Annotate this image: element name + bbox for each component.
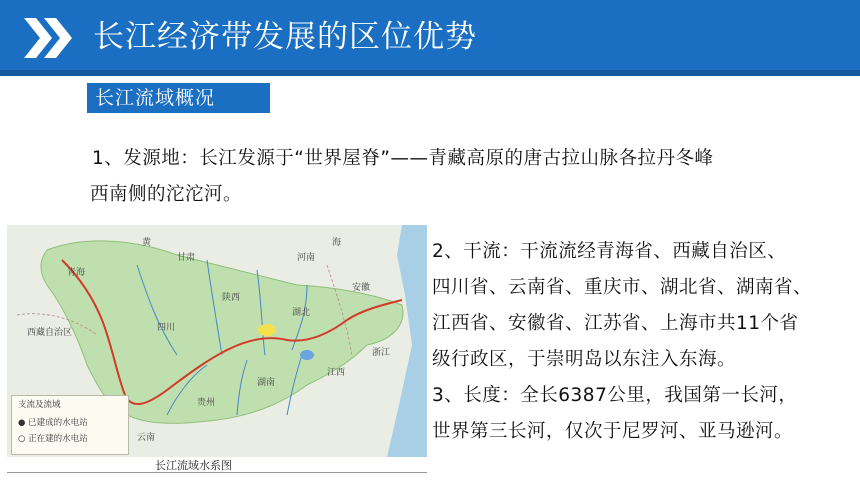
map-label-jiangxi: 江西: [327, 368, 346, 378]
title-divider: [0, 70, 860, 76]
section-label: 长江流域概况: [87, 83, 270, 113]
facts-line-1: 2、干流：干流流经青海省、西藏自治区、: [432, 241, 787, 262]
legend-built: ● 已建成的水电站: [18, 418, 88, 428]
map-label-gansu: 甘肃: [177, 253, 196, 263]
facts-line-2: 四川省、云南省、重庆市、湖北省、湖南省、: [432, 277, 813, 298]
source-line-2: 西南侧的沱沱河。: [90, 184, 243, 205]
map-legend: [11, 395, 129, 455]
map-label-henan: 河南: [297, 253, 316, 263]
source-paragraph: [90, 141, 840, 213]
yangtze-basin-map: [7, 225, 427, 457]
map-label-hubei: 湖北: [292, 308, 311, 318]
map-label-yellow: 黄: [142, 238, 152, 248]
double-chevron-icon: [22, 16, 76, 60]
legend-built-label: 已建成的水电站: [28, 418, 88, 428]
map-caption: 长江流域水系图: [155, 459, 232, 472]
map-label-sichuan: 四川: [157, 323, 176, 333]
map-label-zhejiang: 浙江: [372, 348, 391, 358]
title-bar: [0, 0, 860, 76]
map-label-sea: 海: [332, 238, 342, 248]
map-label-guizhou: 贵州: [197, 398, 216, 408]
facts-line-3: 江西省、安徽省、江苏省、上海市共11个省: [432, 313, 799, 334]
facts-line-5: 3、长度：全长6387公里，我国第一长河，: [432, 385, 798, 406]
source-line-1: 1、发源地：长江发源于“世界屋脊”——青藏高原的唐古拉山脉各拉丹冬峰: [92, 148, 714, 169]
map-label-shaanxi: 陕西: [222, 293, 241, 303]
map-label-tibet: 西藏自治区: [27, 328, 73, 338]
legend-building: ○ 正在建的水电站: [18, 434, 88, 444]
legend-building-label: 正在建的水电站: [28, 434, 88, 444]
map-label-anhui: 安徽: [352, 283, 371, 293]
caption-divider: [7, 472, 427, 473]
facts-line-4: 级行政区，于崇明岛以东注入东海。: [432, 349, 737, 370]
map-label-yunnan: 云南: [137, 433, 156, 443]
map-label-qinghai: 青海: [67, 268, 86, 278]
map-label-hunan: 湖南: [257, 378, 276, 388]
page-title: 长江经济带发展的区位优势: [93, 19, 477, 55]
facts-line-6: 世界第三长河，仅次于尼罗河、亚马逊河。: [432, 421, 794, 442]
facts-paragraph: [432, 234, 857, 450]
legend-title: 支流及流域: [18, 400, 61, 410]
